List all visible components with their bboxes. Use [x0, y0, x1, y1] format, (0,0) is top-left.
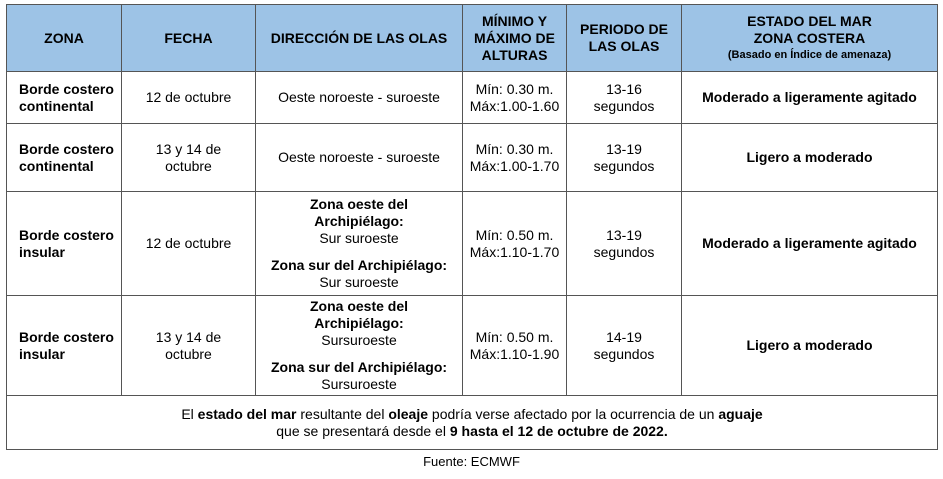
altura-min: Mín: 0.30 m. — [475, 140, 554, 157]
alturas-cell — [463, 124, 567, 192]
direccion-oeste-label2: Archipiélago: — [314, 315, 404, 331]
estado-cell: Moderado a ligeramente agitado — [682, 192, 938, 296]
spacer — [260, 247, 458, 257]
periodo-unit: segundos — [593, 243, 655, 260]
header-alturas-line1: MÍNIMO Y — [481, 12, 548, 29]
zona-line1: Borde costero — [19, 140, 114, 157]
periodo-value: 13-19 — [606, 140, 642, 157]
note-text: podría verse afectado por la ocurrencia de un — [428, 405, 719, 422]
zona-line2: continental — [19, 97, 94, 114]
direccion-sur-value: Sur suroeste — [319, 274, 399, 290]
header-alturas — [463, 5, 567, 72]
table-row — [7, 124, 938, 192]
fecha-cell — [122, 296, 256, 396]
direccion-cell: Oeste noroeste - suroeste — [256, 124, 463, 192]
direccion-oeste-value: Sur suroeste — [319, 230, 399, 246]
table-row — [7, 192, 938, 296]
zona-cell — [7, 72, 122, 124]
zona-line2: continental — [19, 157, 94, 174]
note-text: El — [181, 405, 198, 422]
header-estado-line3: (Basado en Índice de amenaza) — [727, 48, 892, 61]
note-line1 — [11, 406, 933, 423]
periodo-value: 13-19 — [606, 226, 642, 243]
header-periodo — [567, 5, 682, 72]
alturas-cell — [463, 192, 567, 296]
zona-cell — [7, 192, 122, 296]
altura-min: Mín: 0.50 m. — [475, 328, 554, 345]
fecha-cell: 12 de octubre — [122, 192, 256, 296]
header-estado-line2: ZONA COSTERA — [753, 29, 866, 46]
header-fecha: FECHA — [122, 5, 256, 72]
note-text: resultante del — [296, 405, 389, 422]
fecha-line1: 13 y 14 de — [155, 328, 222, 345]
note-emphasis: aguaje — [718, 405, 763, 422]
table-header-row — [7, 5, 938, 72]
note-line2 — [11, 423, 933, 440]
header-estado-line1: ESTADO DEL MAR — [747, 12, 872, 29]
periodo-cell — [567, 192, 682, 296]
periodo-unit: segundos — [593, 97, 655, 114]
direccion-cell — [256, 192, 463, 296]
fecha-line2: octubre — [165, 157, 212, 174]
zona-cell — [7, 124, 122, 192]
periodo-cell — [567, 72, 682, 124]
spacer — [260, 349, 458, 359]
note-row — [7, 396, 938, 450]
forecast-table-container — [6, 4, 937, 469]
fecha-cell: 12 de octubre — [122, 72, 256, 124]
fecha-line2: octubre — [165, 345, 212, 362]
periodo-value: 14-19 — [606, 328, 642, 345]
zona-line2: insular — [19, 345, 65, 362]
periodo-cell — [567, 296, 682, 396]
direccion-cell: Oeste noroeste - suroeste — [256, 72, 463, 124]
header-alturas-line2: MÁXIMO DE — [474, 29, 555, 46]
sea-state-table — [6, 4, 938, 450]
header-alturas-line3: ALTURAS — [481, 46, 548, 63]
estado-cell: Moderado a ligeramente agitado — [682, 72, 938, 124]
periodo-cell — [567, 124, 682, 192]
table-row — [7, 296, 938, 396]
direccion-cell — [256, 296, 463, 396]
header-periodo-line1: PERIODO DE — [580, 21, 668, 37]
periodo-value: 13-16 — [606, 80, 642, 97]
fecha-cell — [122, 124, 256, 192]
note-emphasis: 9 hasta el 12 de octubre de 2022. — [449, 422, 668, 439]
estado-cell: Ligero a moderado — [682, 296, 938, 396]
altura-max: Máx:1.10-1.70 — [469, 243, 560, 260]
zona-cell — [7, 296, 122, 396]
direccion-oeste-value: Sursuroeste — [321, 332, 397, 348]
note-emphasis: estado del mar — [197, 405, 297, 422]
header-periodo-line2: LAS OLAS — [588, 38, 660, 54]
direccion-sur-label: Zona sur del Archipiélago: — [270, 359, 448, 375]
altura-max: Máx:1.00-1.70 — [469, 157, 560, 174]
periodo-unit: segundos — [593, 345, 655, 362]
altura-min: Mín: 0.30 m. — [475, 80, 554, 97]
zona-line1: Borde costero — [19, 80, 114, 97]
header-zona: ZONA — [7, 5, 122, 72]
header-direccion: DIRECCIÓN DE LAS OLAS — [256, 5, 463, 72]
header-estado — [682, 5, 938, 72]
alturas-cell — [463, 72, 567, 124]
direccion-sur-label: Zona sur del Archipiélago: — [270, 257, 448, 273]
altura-max: Máx:1.00-1.60 — [469, 97, 560, 114]
zona-line2: insular — [19, 243, 65, 260]
direccion-sur-value: Sursuroeste — [321, 376, 397, 392]
direccion-oeste-label2: Archipiélago: — [314, 213, 404, 229]
source-caption: Fuente: ECMWF — [423, 454, 520, 469]
altura-max: Máx:1.10-1.90 — [469, 345, 560, 362]
zona-line1: Borde costero — [19, 328, 114, 345]
alturas-cell — [463, 296, 567, 396]
zona-line1: Borde costero — [19, 226, 114, 243]
altura-min: Mín: 0.50 m. — [475, 226, 554, 243]
note-cell — [7, 396, 938, 450]
periodo-unit: segundos — [593, 157, 655, 174]
direccion-oeste-label1: Zona oeste del — [309, 196, 409, 212]
estado-cell: Ligero a moderado — [682, 124, 938, 192]
direccion-oeste-label1: Zona oeste del — [309, 298, 409, 314]
fecha-line1: 13 y 14 de — [155, 140, 222, 157]
note-emphasis: oleaje — [388, 405, 429, 422]
note-text: que se presentará desde el — [276, 422, 450, 439]
table-row — [7, 72, 938, 124]
